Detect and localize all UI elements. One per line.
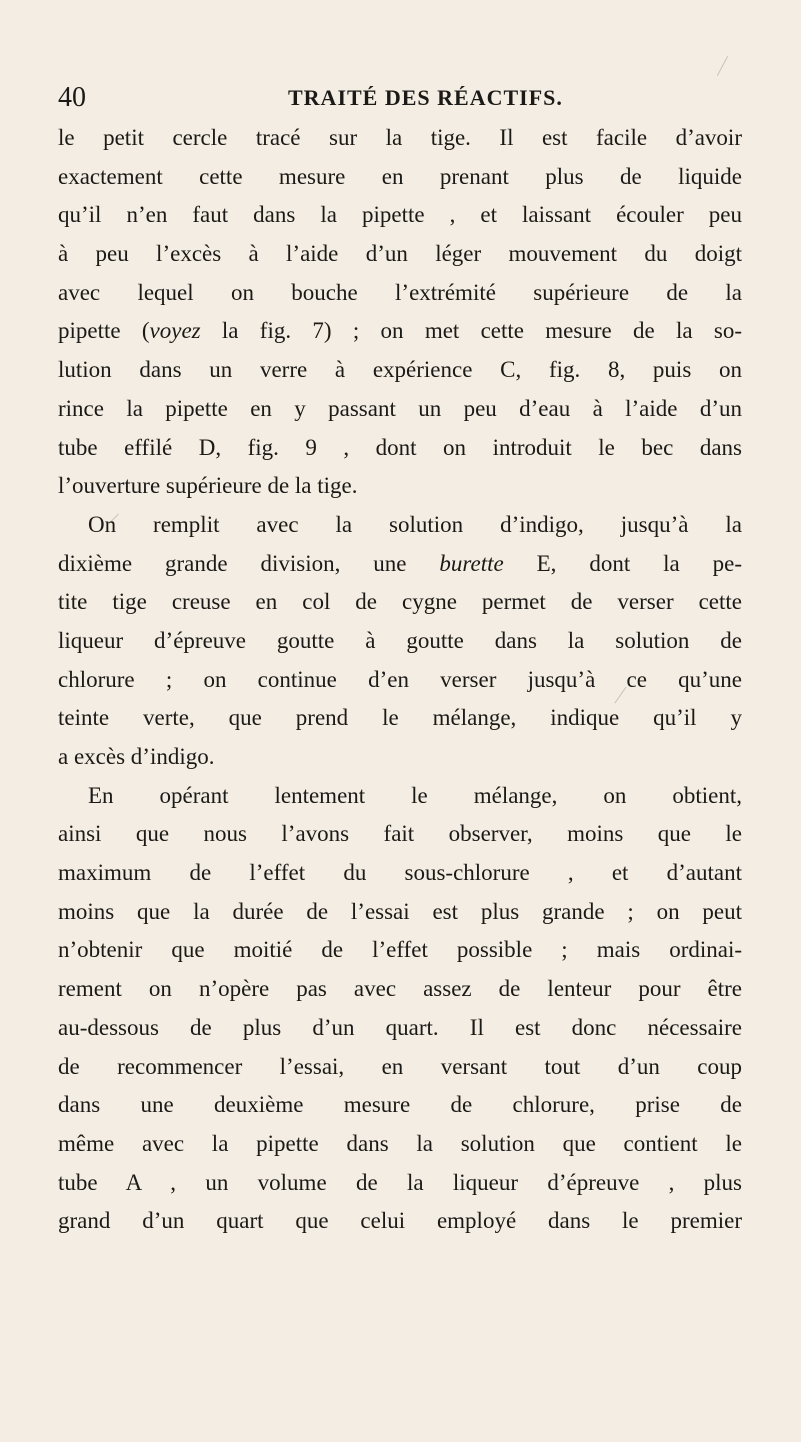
scan-mark: [717, 56, 728, 76]
text-line: a excès d’indigo.: [58, 744, 215, 769]
text-line: maximum de l’effet du sous-chlorure , et d’autant: [58, 860, 742, 886]
text-line: qu’il n’en faut dans la pipette , et laissant écouler peu: [58, 202, 742, 228]
text-line: En opérant lentement le mélange, on obtient,: [88, 782, 742, 808]
text-line: le petit cercle tracé sur la tige. Il est facile d’avoir: [58, 125, 742, 150]
text-line: [58, 312, 742, 351]
body-text: [58, 119, 742, 1241]
text-line: au-dessous de plus d’un quart. Il est donc nécessaire: [58, 1014, 742, 1040]
text-segment: pipette (: [58, 318, 150, 344]
running-title: TRAITÉ DES RÉACTIFS.: [288, 85, 563, 110]
text-segment: la fig. 7) ; on met cette mesure de la so-: [200, 318, 742, 344]
text-line: tite tige creuse en col de cygne permet de verser cette: [58, 589, 742, 615]
text-line: lution dans un verre à expérience C, fig. 8, puis on: [58, 357, 742, 383]
text-line: à peu l’excès à l’aide d’un léger mouvement du doigt: [58, 241, 742, 267]
text-line: teinte verte, que prend le mélange, indique qu’il y: [58, 705, 742, 731]
text-line: moins que la durée de l’essai est plus grande ; on peut: [58, 898, 742, 924]
text-line: On remplit avec la solution d’indigo, jusqu’à la: [88, 511, 742, 537]
text-line: chlorure ; on continue d’en verser jusqu’à ce qu’une: [58, 666, 742, 692]
text-line: l’ouverture supérieure de la tige.: [58, 473, 358, 499]
text-line: de recommencer l’essai, en versant tout d’un coup: [58, 1053, 742, 1079]
text-line: grand d’un quart que celui employé dans le premier: [58, 1208, 742, 1234]
text-line: tube effilé D, fig. 9 , dont on introduit le bec dans: [58, 434, 742, 460]
page-header: [58, 82, 738, 114]
text-line: n’obtenir que moitié de l’effet possible ; mais ordinai-: [58, 937, 742, 963]
text-line: ainsi que nous l’avons fait observer, moins que le: [58, 821, 742, 847]
italic-text: voyez: [149, 318, 201, 344]
text-line: avec lequel on bouche l’extrémité supérieure de la: [58, 279, 742, 305]
text-line: dans une deuxième mesure de chlorure, prise de: [58, 1092, 742, 1118]
text-line: même avec la pipette dans la solution que contient le: [58, 1130, 742, 1156]
italic-text: burette: [439, 550, 504, 576]
page-number: 40: [58, 82, 86, 113]
text-line: exactement cette mesure en prenant plus de liquide: [58, 163, 742, 189]
text-line: [58, 545, 742, 584]
text-line: rement on n’opère pas avec assez de lenteur pour être: [58, 976, 742, 1002]
text-segment: dixième grande division, une: [58, 550, 440, 576]
text-line: tube A , un volume de la liqueur d’épreuve , plus: [58, 1169, 742, 1195]
text-line: rince la pipette en y passant un peu d’eau à l’aide d’un: [58, 395, 742, 421]
text-segment: E, dont la pe-: [503, 550, 743, 576]
text-line: liqueur d’épreuve goutte à goutte dans la solution de: [58, 627, 742, 653]
